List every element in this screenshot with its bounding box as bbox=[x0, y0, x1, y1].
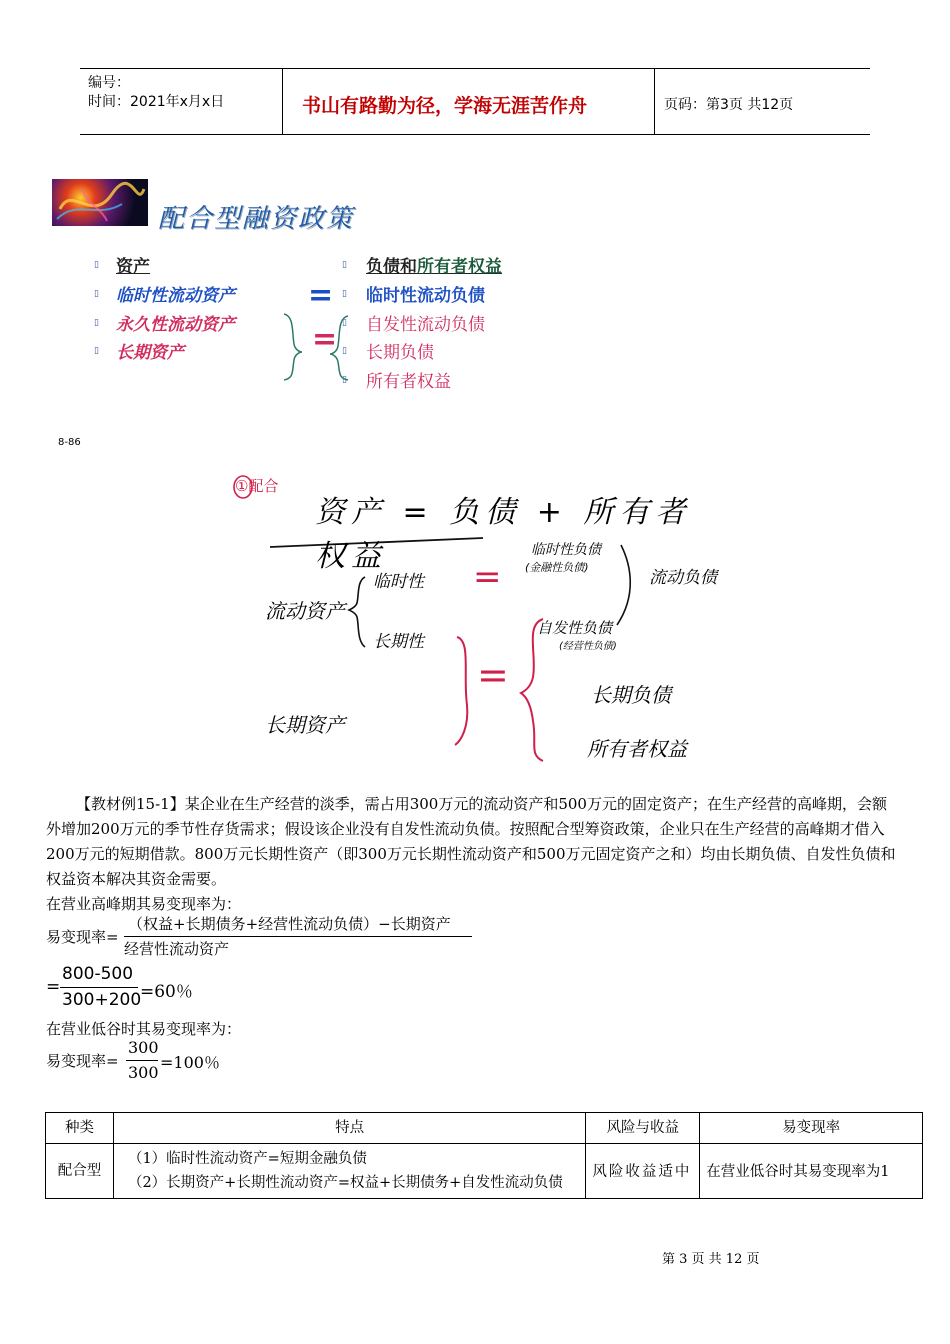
left-item: 永久性流动资产 bbox=[116, 315, 235, 335]
fraction-bar bbox=[124, 936, 472, 937]
operating-liab-label: (经营性负债) bbox=[559, 641, 617, 652]
equals-sign: = bbox=[312, 322, 338, 357]
trough-label: 在营业低谷时其易变现率为： bbox=[46, 1020, 242, 1038]
feature-cell bbox=[113, 1144, 585, 1199]
calc-denominator: 300+200 bbox=[62, 990, 142, 1010]
equals-sign: = bbox=[308, 278, 334, 313]
right-item: 长期负债 bbox=[366, 343, 434, 363]
bullet-icon: ▯ bbox=[342, 318, 347, 328]
bullet-icon: ▯ bbox=[342, 260, 347, 270]
long-term-liab-label: 长期负债 bbox=[591, 683, 671, 707]
ratio-label: 易变现率= bbox=[46, 928, 119, 946]
header-divider bbox=[282, 68, 283, 134]
temporary-label: 临时性 bbox=[373, 572, 424, 592]
table-header-cell: 易变现率 bbox=[700, 1113, 923, 1144]
left-item: 临时性流动资产 bbox=[116, 286, 235, 306]
equity-label: 所有者权益 bbox=[587, 737, 687, 761]
trough-ratio-label: 易变现率= bbox=[46, 1052, 119, 1070]
header-divider bbox=[654, 68, 655, 134]
bullet-icon: ▯ bbox=[94, 346, 99, 356]
handwritten-diagram bbox=[225, 465, 725, 775]
number-label: 编号： bbox=[88, 75, 130, 91]
bullet-icon: ▯ bbox=[342, 375, 347, 385]
left-item: 长期资产 bbox=[116, 343, 184, 363]
table-header-cell: 种类 bbox=[46, 1113, 114, 1144]
spontaneous-label: 自发性负债 bbox=[537, 619, 613, 637]
header-top-rule bbox=[80, 68, 870, 69]
bullet-icon: ▯ bbox=[94, 318, 99, 328]
header-bottom-rule bbox=[80, 134, 870, 135]
current-liab-label: 流动负债 bbox=[649, 568, 717, 588]
right-heading bbox=[366, 252, 502, 277]
bullet-icon: ▯ bbox=[342, 346, 347, 356]
red-equals: = bbox=[477, 653, 509, 697]
ratio-cell: 在营业低谷时其易变现率为1 bbox=[700, 1144, 923, 1199]
motto: 书山有路勤为径，学海无涯苦作舟 bbox=[302, 95, 588, 117]
peak-label: 在营业高峰期其易变现率为： bbox=[46, 895, 242, 913]
right-heading-part: 负债和 bbox=[366, 257, 417, 277]
calc-numerator: 800-500 bbox=[62, 964, 134, 984]
table-row bbox=[46, 1144, 923, 1199]
table-header-cell: 特点 bbox=[113, 1113, 585, 1144]
long-term-nature-label: 长期性 bbox=[373, 632, 424, 652]
fraction-bar bbox=[60, 987, 138, 988]
calc-result: =60％ bbox=[140, 982, 193, 1002]
top-equation: 资产 = 负债 + 所有者权益 bbox=[315, 495, 692, 574]
table-header-row bbox=[46, 1113, 923, 1144]
calc-prefix: = bbox=[46, 977, 61, 997]
bullet-icon: ▯ bbox=[342, 289, 347, 299]
page-footer: 第 3 页 共 12 页 bbox=[662, 1252, 760, 1267]
slide-title: 配合型融资政策 bbox=[158, 204, 355, 234]
left-heading: 资产 bbox=[116, 257, 150, 277]
trough-result: =100％ bbox=[160, 1053, 220, 1072]
trough-denominator: 300 bbox=[128, 1063, 159, 1082]
trough-numerator: 300 bbox=[128, 1038, 159, 1057]
feature-line: （1）临时性流动资产=短期金融负债 bbox=[127, 1151, 367, 1167]
example-paragraph: 【教材例15-1】某企业在生产经营的淡季，需占用300万元的流动资产和500万元的固定资产；在生产经营的高峰期，会额外增加200万元的季节性存货需求；假设该企业没有自发性流动负债。按照配合型筹资政策，企业只在生产经营的高峰期才借入200万元的短期借款。800万元长期性资产（即300万元长期性流动资产和500万元固定资产之和）均由长期负债、自发性负债和权益资本解决其资金需要。 bbox=[46, 795, 896, 888]
fraction-bar bbox=[126, 1060, 158, 1061]
page-info: 页码：第3页 共12页 bbox=[664, 97, 794, 113]
bullet-icon: ▯ bbox=[94, 289, 99, 299]
formula-denominator: 经营性流动资产 bbox=[124, 940, 230, 958]
circled-label: ①配合 bbox=[235, 477, 279, 495]
slide-logo-image bbox=[52, 179, 148, 226]
red-equals: = bbox=[473, 557, 502, 597]
formula-numerator: （权益+长期债务+经营性流动负债）−长期资产 bbox=[128, 915, 451, 933]
feature-line: （2）长期资产+长期性流动资产=权益+长期债务+自发性流动负债 bbox=[127, 1175, 563, 1191]
right-item: 所有者权益 bbox=[366, 372, 451, 392]
right-item: 临时性流动负债 bbox=[366, 286, 485, 306]
policy-table bbox=[45, 1112, 923, 1199]
liquid-assets: 流动资产 bbox=[265, 599, 345, 623]
temp-liab-label: 临时性负债 bbox=[531, 542, 601, 558]
brace-icon bbox=[278, 312, 368, 382]
type-cell: 配合型 bbox=[46, 1144, 114, 1199]
bullet-icon: ▯ bbox=[94, 260, 99, 270]
right-heading-part: 所有者权益 bbox=[417, 257, 502, 277]
slide-number: 8-86 bbox=[58, 437, 81, 448]
long-term-assets-label: 长期资产 bbox=[265, 713, 345, 737]
table-header-cell: 风险与收益 bbox=[586, 1113, 700, 1144]
risk-cell: 风险收益适中 bbox=[586, 1144, 700, 1199]
fin-liab-label: (金融性负债) bbox=[525, 561, 589, 574]
right-item: 自发性流动负债 bbox=[366, 315, 485, 335]
time-label: 时间：2021年x月x日 bbox=[88, 94, 225, 110]
